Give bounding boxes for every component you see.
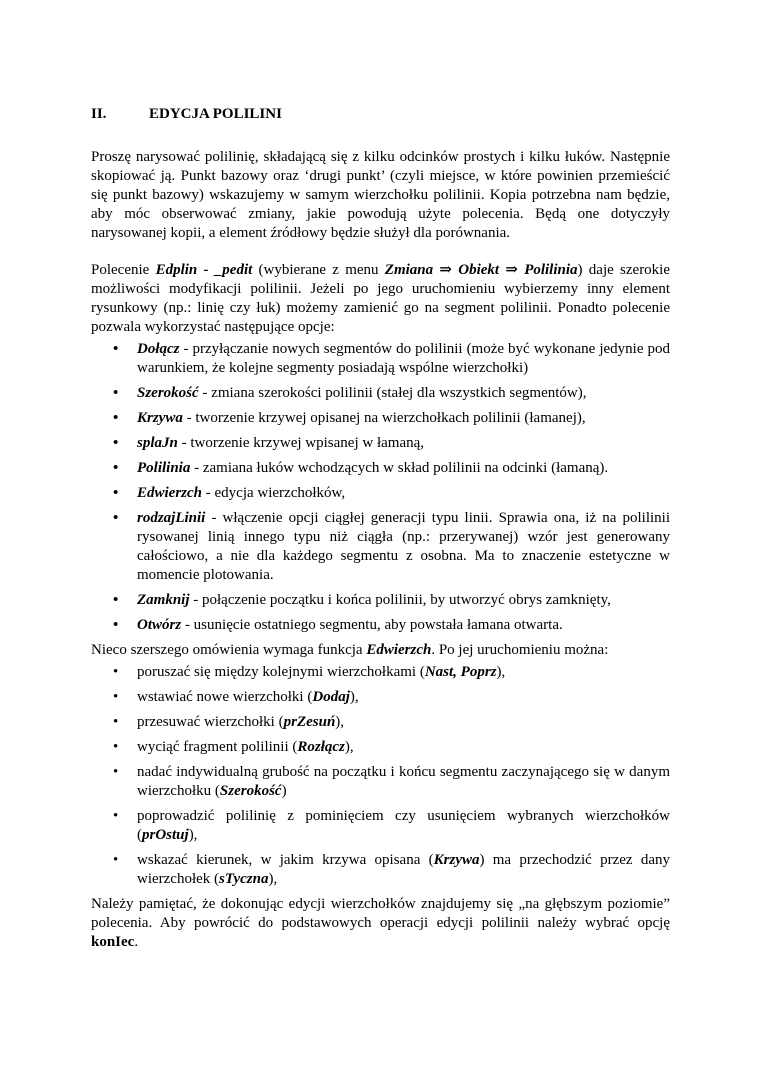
intro-paragraph: Proszę narysować polilinię, składającą się z kilku odcinków prostych i kilku łuków. Następnie skopiować ją. Punkt bazowy oraz ‘drugi punkt’ (czyli miejsce, w które powinien przemieścić się punkt bazowy) wskazujemy w samym wierzchołku polilinii. Kopia potrzebna nam będzie, aby móc obserwować zmiany, jakie powodują użyte polecenia. Będą one dotyczyły narysowanej kopii, a element źródłowy będzie służył dla porównania. [91,149,670,241]
list-item [91,851,670,889]
list-item [91,459,670,478]
item-tail: ), [349,689,359,705]
list-item [91,384,670,403]
item-tail: ) ma przechodzić przez dany wierzchołek ( [137,852,670,887]
menu-item-obiekt: Obiekt [458,262,500,278]
item-text: wstawiać nowe wierzchołki ( [137,689,313,705]
document-content [91,105,670,952]
list-item [91,688,670,707]
option-name: Otwórz [137,617,182,633]
item-option: Szerokość [219,783,282,799]
closing-text: Należy pamiętać, że dokonując edycji wierzchołków znajdujemy się „na głębszym poziomie” polecenia. Aby powrócić do podstawowych operacji edycji polilinii należy wybrać opcję [91,896,670,931]
option-name: Polilinia [137,460,191,476]
item-option: Dodaj [312,689,350,705]
item-option: Rozłącz [297,739,345,755]
list-item [91,616,670,635]
item-text: nadać indywidualną grubość na początku i końcu segmentu zaczynającego się w danym wierzchołku ( [137,764,670,799]
section-title: EDYCJA POLILINI [149,106,282,122]
edwierzch-intro [91,641,670,660]
option-name: rodzajLinii [137,510,206,526]
list-item [91,434,670,453]
bullet-icon: • [113,485,119,501]
bullet-icon: • [113,617,119,633]
option-name: Zamknij [137,592,190,608]
item-option: Krzywa [433,852,480,868]
option-desc: - edycja wierzchołków, [202,485,346,501]
menu-arrow-icon: ⇒ [439,262,452,278]
command-paragraph [91,261,670,337]
menu-item-zmiana: Zmiana [384,262,434,278]
item-text: poprowadzić polilinię z pominięciem czy usunięciem wybranych wierzchołków ( [137,808,670,843]
item-tail: ) [281,783,287,799]
option-desc: - tworzenie krzywej opisanej na wierzchołkach polilinii (łamanej), [182,410,586,426]
option-name: Edwierzch [137,485,203,501]
option-name: splaJn [137,435,178,451]
menu-item-polilinia: Polilinia [524,262,578,278]
bullet-icon: • [113,341,119,357]
list-item [91,484,670,503]
item-option: Nast, Poprz [424,664,497,680]
list-item [91,509,670,585]
list-item [91,409,670,428]
bullet-icon: • [113,592,119,608]
edwierzch-list [91,663,670,889]
bullet-icon: • [113,435,119,451]
bullet-icon: • [113,385,119,401]
item-tail: ), [335,714,345,730]
option-desc: - włączenie opcji ciągłej generacji typu linii. Sprawia ona, iż na polilinii rysowanej linią innego typu niż ciągła (np.: przerywanej) wzór jest generowany całościowo, a nie dla każdego segmentu z osobna. Ma to znaczenie estetyczne w momencie plotowania. [137,510,670,583]
item-option: prOstuj [142,827,189,843]
closing-end: . [134,934,139,950]
bullet-icon: • [113,460,119,476]
command-prefix: Polecenie [91,262,156,278]
section-heading [91,105,670,124]
list-item [91,738,670,757]
list-item [91,340,670,378]
option-desc: - usunięcie ostatniego segmentu, aby powstała łamana otwarta. [181,617,563,633]
menu-arrow-icon: ⇒ [505,262,518,278]
option-name: Dołącz [137,341,180,357]
bullet-icon: • [113,689,119,705]
list-item [91,713,670,732]
edwierzch-name: Edwierzch [366,642,432,658]
command-rest: ) daje szerokie możliwości modyfikacji polilinii. Jeżeli po jego uruchomieniu wybierzemy inny element rysunkowy (np.: linię czy łuk) możemy zamienić go na segment polilinii. Ponadto polecenie pozwala wykorzystać następujące opcje: [91,262,671,335]
bullet-icon: • [113,808,119,824]
item-option: prZesuń [283,714,336,730]
edwierzch-intro-tail: . Po jej uruchomieniu można: [431,642,609,658]
option-name: Szerokość [137,385,199,401]
item-tail-2: ), [268,871,278,887]
item-tail: ), [188,827,198,843]
item-option-2: sTyczna [219,871,269,887]
bullet-icon: • [113,852,119,868]
command-name: Edplin - _pedit [155,262,253,278]
item-tail: ), [344,739,354,755]
option-desc: - zamiana łuków wchodzących w skład polilinii na odcinki (łamaną). [190,460,609,476]
bullet-icon: • [113,510,119,526]
options-list [91,340,670,635]
list-item [91,663,670,682]
bullet-icon: • [113,410,119,426]
bullet-icon: • [113,664,119,680]
item-text: wyciąć fragment polilinii ( [137,739,298,755]
bullet-icon: • [113,714,119,730]
item-text: wskazać kierunek, w jakim krzywa opisana ( [137,852,434,868]
command-menu-open: (wybierane z menu [252,262,385,278]
list-item [91,591,670,610]
closing-option: konIec [91,934,135,950]
edwierzch-intro-text: Nieco szerszego omówienia wymaga funkcja [91,642,367,658]
option-desc: - tworzenie krzywej wpisanej w łamaną, [177,435,425,451]
section-number: II. [91,106,107,122]
item-text: przesuwać wierzchołki ( [137,714,284,730]
option-name: Krzywa [137,410,183,426]
closing-paragraph [91,895,670,952]
option-desc: - połączenie początku i końca polilinii, by utworzyć obrys zamknięty, [189,592,611,608]
option-desc: - zmiana szerokości polilinii (stałej dla wszystkich segmentów), [198,385,587,401]
item-tail: ), [496,664,506,680]
option-desc: - przyłączanie nowych segmentów do polilinii (może być wykonane jedynie pod warunkiem, że kolejne segmenty posiadają wspólne wierzchołki) [137,341,670,376]
bullet-icon: • [113,739,119,755]
list-item [91,807,670,845]
bullet-icon: • [113,764,119,780]
list-item [91,763,670,801]
item-text: poruszać się między kolejnymi wierzchołkami ( [137,664,425,680]
